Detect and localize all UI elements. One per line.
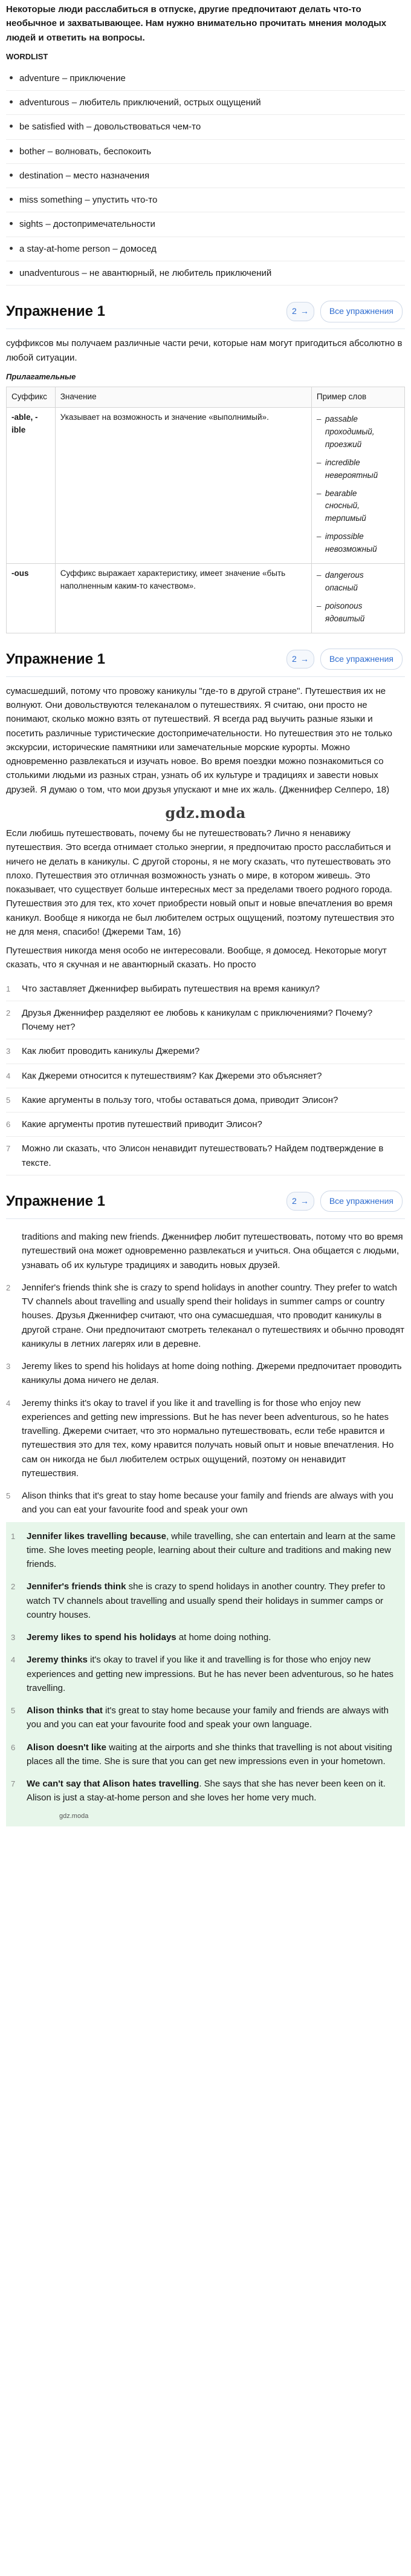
example-ru: невозможный <box>325 544 377 554</box>
example-item <box>317 486 400 529</box>
example-ru: ядовитый <box>325 613 365 623</box>
wordlist-item: a stay-at-home person – домосед <box>6 237 405 261</box>
answer-item <box>6 1356 405 1393</box>
answer-item <box>6 1226 405 1277</box>
answer-number: 6 <box>11 1742 16 1752</box>
answer-bold: Jeremy thinks <box>27 1655 88 1666</box>
table-header: Значение <box>55 387 311 407</box>
small-watermark: gdz.moda <box>59 1812 89 1820</box>
answer-item <box>6 1393 405 1486</box>
next-exercise-number: 2 <box>292 306 297 316</box>
question-text: Друзья Дженнифер разделяют ее любовь к каникулам с приключениями? Почему? Почему нет? <box>22 1007 373 1033</box>
answer-rest: waiting at the airports and she thinks that travelling is not about visiting places all the time. She is sure that you can get new impressions even in your hometown. <box>27 1742 392 1767</box>
answer-item <box>11 1700 400 1737</box>
table-row <box>7 564 405 633</box>
answer-number: 5 <box>11 1706 16 1716</box>
meaning-cell: Суффикс выражает характеристику, имеет значение «быть наполненным каким-то качеством». <box>55 564 311 633</box>
answer-en: traditions and making new friends. <box>22 1232 160 1243</box>
answer-rest: , while travelling, she can entertain and learn at the same time. She loves meeting people, learning about their culture and traditions and making new friends. <box>27 1531 396 1570</box>
answer-rest: she is crazy to spend holidays in another country. They prefer to watch TV channels about travelling and usually spend their holidays in summer camps or country houses. <box>27 1581 386 1620</box>
question-item <box>6 1039 405 1064</box>
answers-highlight-block <box>6 1522 405 1826</box>
example-en: incredible <box>325 457 360 467</box>
question-item <box>6 1001 405 1040</box>
wordlist-item: be satisfied with – довольствоваться чем-то <box>6 115 405 139</box>
answer-bold: Jennifer's friends think <box>27 1581 126 1592</box>
question-text: Как Джереми относится к путешествиям? Как Джереми это объясняет? <box>22 1070 322 1081</box>
example-ru: невероятный <box>325 470 378 480</box>
answer-number: 1 <box>11 1531 16 1541</box>
example-item <box>317 598 400 629</box>
next-exercise-button[interactable] <box>286 650 314 669</box>
answer-en: Jeremy likes to spend his holidays at home doing nothing. <box>22 1361 254 1372</box>
answer-bold: Jeremy likes to spend his holidays <box>27 1632 176 1643</box>
wordlist-item: bother – волновать, беспокоить <box>6 140 405 164</box>
exercise-nav-bar <box>6 294 405 329</box>
question-item <box>6 1113 405 1137</box>
suffix-intro: суффиксов мы получаем различные части речи, которые нам могут пригодиться абсолютно в любой ситуации. <box>6 338 403 363</box>
example-en: impossible <box>325 532 364 541</box>
translation-paragraph: Если любишь путешествовать, почему бы не путешествовать? Лично я ненавижу путешествия. Это всегда отнимает столько энергии, я предпочитаю просто расслабиться и ничего не делать в каникулы. С другой стороны, я не могу сказать, что путешествовать это плохо. Путешествия это отличная возможность узнать о мире, в котором живешь. Это показывает, что существует больше интересных мест за пределами твоего родного города. Путешествия это для тех, кто хочет приобрести новый опыт и новые впечатления во время каникул. Вообще я никогда не был любителем острых ощущений, поэтому путешествия это не для меня, спасибо! (Джереми Там, 16) <box>6 828 395 937</box>
answer-en: Jennifer's friends think she is crazy to spend holidays in another country. They prefer to watch TV channels about travelling and usually spend their holidays in summer camps or country houses. <box>22 1282 397 1321</box>
example-item <box>317 529 400 560</box>
exercise-controls <box>286 1191 403 1212</box>
answer-rest: . She says that she has never been keen on it. Alison is just a stay-at-home person and she loves her home very much. <box>27 1779 386 1803</box>
answer-number: 7 <box>11 1779 16 1789</box>
answer-number: 2 <box>6 1283 11 1292</box>
answer-number: 4 <box>6 1398 11 1408</box>
example-en: poisonous <box>325 601 363 610</box>
intro-text: Некоторые люди расслабиться в отпуске, другие предпочитают делать что-то необычное и захватывающее. Нам нужно внимательно прочитать мнения молодых людей и ответить на вопросы. <box>6 4 387 43</box>
answer-item <box>11 1526 400 1577</box>
all-exercises-button[interactable]: Все упражнения <box>320 649 403 670</box>
wordlist-item: adventurous – любитель приключений, острых ощущений <box>6 91 405 115</box>
table-header-row <box>7 387 405 407</box>
answers-list <box>6 1226 405 1522</box>
wordlist-item: sights – достопримечательности <box>6 212 405 237</box>
answer-rest: it's okay to travel if you like it and travelling is for those who enjoy new experiences and getting new impressions. But he has never been adventurous, so he hates travelling. <box>27 1655 394 1693</box>
question-item <box>6 977 405 1001</box>
question-item <box>6 1064 405 1088</box>
exercise-title: Упражнение 1 <box>6 1192 105 1209</box>
question-number: 4 <box>6 1071 11 1080</box>
meaning-cell: Указывает на возможность и значение «выполнимый». <box>55 407 311 563</box>
answer-item <box>11 1737 400 1774</box>
adjectives-label: Прилагательные <box>6 371 76 381</box>
question-number: 6 <box>6 1120 11 1129</box>
example-item <box>317 411 400 455</box>
wordlist <box>6 67 405 286</box>
answer-en: Alison thinks that it's great to stay home because your family and friends are always with you and you can eat your favourite food and speak your own <box>22 1491 393 1515</box>
question-text: Какие аргументы в пользу того, чтобы оставаться дома, приводит Элисон? <box>22 1094 338 1105</box>
question-text: Что заставляет Дженнифер выбирать путешествия на время каникул? <box>22 983 320 994</box>
next-exercise-button[interactable] <box>286 1192 314 1211</box>
exercise-controls <box>286 649 403 670</box>
suffix-table <box>6 387 405 633</box>
wordlist-item: miss something – упустить что-то <box>6 188 405 212</box>
answer-ru: Джереми считает, что это нормально путешествовать, если тебе нравится и путешествия это для тех, кому нравится получать новый опыт и новые впечатления. Но сам он никогда не был любителем острых ощущений, поэтому он ненавидит путешествия. <box>22 1426 394 1479</box>
answer-item <box>6 1485 405 1522</box>
arrow-right-icon: → <box>300 653 309 664</box>
example-ru: проходимый, проезжий <box>325 427 375 449</box>
question-number: 7 <box>6 1144 11 1154</box>
answer-number: 3 <box>6 1362 11 1371</box>
arrow-right-icon: → <box>300 306 309 316</box>
answer-number: 5 <box>6 1491 11 1501</box>
next-exercise-button[interactable] <box>286 302 314 321</box>
answer-item <box>11 1649 400 1700</box>
translation-paragraph: сумасшедший, потому что провожу каникулы "где-то в другой стране". Путешествия их не волнуют. Они довольствуются телеканалом о путешествиях. Я считаю, они просто не понимают, сколько можно взять от путешествий. Я всегда рад выучить разные языки и посетить различные туристические достопримечательности. Но путешествия это не только экскурсии, исторические памятники или замечательные морские курорты. Можно одновременно развлекаться и изучать новое. Во время поездки можно познакомиться со столькими людьми из разных стран, узнать об их культуре и традициях и завести новых друзей. Я думаю о том, что мои друзья упускают и мне их жаль. (Дженнифер Селперо, 18) <box>6 685 392 795</box>
answer-item <box>11 1627 400 1649</box>
exercise-title: Упражнение 1 <box>6 303 105 320</box>
table-header: Суффикс <box>7 387 56 407</box>
answer-ru: Друзья Дженнифер считают, что она сумасшедшая, что проводит каникулы в другой стране. Они предпочитают смотреть телеканал о путешествиях и обычно проводят каникулы в летних лагерях или в деревне. <box>22 1310 404 1349</box>
all-exercises-button[interactable]: Все упражнения <box>320 1191 403 1212</box>
answer-rest: at home doing nothing. <box>176 1632 271 1643</box>
next-exercise-number: 2 <box>292 1195 297 1206</box>
wordlist-item: adventure – приключение <box>6 67 405 91</box>
answer-number: 2 <box>11 1582 16 1592</box>
answer-ru: Дженнифер любит путешествовать, потому что во время путешествий она может одновременно развлекаться и учиться. Она общается с людьми, узнавать об их культуре традициях и заводить новых друзей. <box>22 1232 403 1270</box>
translation-text <box>6 684 405 972</box>
arrow-right-icon: → <box>300 1195 309 1206</box>
question-text: Какие аргументы против путешествий приводит Элисон? <box>22 1119 262 1130</box>
translation-paragraph: Путешествия никогда меня особо не интересовали. Вообще, я домосед. Некоторые могут сказать, что я скучная и не авантюрный сказать. Но просто <box>6 946 387 970</box>
answer-item <box>6 1277 405 1356</box>
answer-bold: We can't say that Alison hates travelling <box>27 1779 199 1790</box>
exercise-controls <box>286 301 403 322</box>
example-en: bearable <box>325 488 357 498</box>
examples-cell <box>311 564 404 633</box>
next-exercise-number: 2 <box>292 653 297 664</box>
answer-bold: Alison thinks that <box>27 1705 103 1716</box>
question-list <box>6 977 405 1175</box>
answer-number: 4 <box>11 1655 16 1665</box>
answer-ru: Джереми предпочитает проводить каникулы дома ничего не делая. <box>22 1361 402 1386</box>
answer-bold: Jennifer likes travelling because <box>27 1531 166 1541</box>
exercise-nav-bar <box>6 642 405 677</box>
question-number: 5 <box>6 1095 11 1105</box>
answer-rest: it's great to stay home because your family and friends are always with you and you can eat your favourite food and speak your own language. <box>27 1705 389 1730</box>
example-ru: опасный <box>325 583 358 593</box>
question-item <box>6 1137 405 1175</box>
question-number: 2 <box>6 1008 11 1018</box>
answer-number: 3 <box>11 1633 16 1643</box>
exercise-title: Упражнение 1 <box>6 650 105 667</box>
question-number: 3 <box>6 1047 11 1056</box>
table-row <box>7 407 405 563</box>
examples-cell <box>311 407 404 563</box>
all-exercises-button[interactable]: Все упражнения <box>320 301 403 322</box>
watermark: gdz.moda <box>165 803 246 822</box>
example-ru: сносный, терпимый <box>325 501 366 523</box>
suffix-cell: -able, -ible <box>7 407 56 563</box>
question-item <box>6 1088 405 1113</box>
example-en: passable <box>325 414 358 423</box>
answer-number <box>6 1230 16 1272</box>
wordlist-item: unadventurous – не авантюрный, не любитель приключений <box>6 261 405 286</box>
answer-item <box>11 1773 400 1810</box>
example-item <box>317 455 400 486</box>
suffix-cell: -ous <box>7 564 56 633</box>
table-header: Пример слов <box>311 387 404 407</box>
exercise-nav-bar <box>6 1184 405 1219</box>
answer-item <box>11 1576 400 1627</box>
answer-bold: Alison doesn't like <box>27 1742 106 1753</box>
answer-en: Jeremy thinks it's okay to travel if you like it and travelling is for those who enjoy new experiences and getting new impressions. But he has never been adventurous, so he hates travelling. <box>22 1398 389 1437</box>
example-item <box>317 567 400 598</box>
wordlist-label: WORDLIST <box>6 51 48 61</box>
question-text: Как любит проводить каникулы Джереми? <box>22 1046 200 1057</box>
question-number: 1 <box>6 984 11 993</box>
wordlist-item: destination – место назначения <box>6 164 405 188</box>
question-text: Можно ли сказать, что Элисон ненавидит путешествовать? Найдем подтверждение в тексте. <box>22 1143 384 1168</box>
example-en: dangerous <box>325 570 364 580</box>
